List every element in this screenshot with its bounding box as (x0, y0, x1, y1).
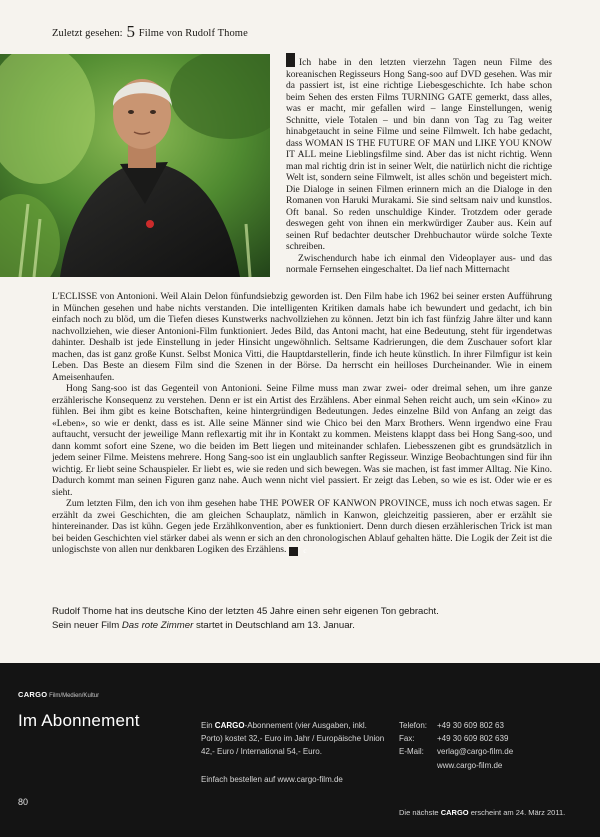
contact-fax: Fax: +49 30 609 802 639 (399, 734, 509, 744)
cargo-brand: CARGO (18, 690, 48, 699)
author-bio (52, 605, 552, 633)
end-mark-icon: c (289, 547, 298, 556)
body-paragraph-3-text: Zum letzten Film, den ich von ihm gesehen habe THE POWER OF KANWON PROVINCE, muss ich noch etwas sagen. Er erzählt da zwei Geschichten, die am gleichen Schauplatz, nämlich in Kanwon, gleichzeitig passieren, aber er erzählt sie hintereinander. Das ist kühn. Gegen jede Erzählkonvention, aber es funktioniert. Denn durch diesen erzählerischen Trick ist man bei beiden Geschichten viel stärker dabei als wenn er sich an den chronologischen Ablauf gehalten hätte. Die Logik der Zeit ist die unlogischste von allen nur denkbaren Logiken des Erzählens. (52, 498, 552, 555)
portrait-photo (0, 54, 270, 277)
subscription-footer (0, 663, 600, 837)
order-link[interactable]: Einfach bestellen auf www.cargo-film.de (201, 775, 343, 784)
contact-block (399, 719, 513, 772)
paragraph-start-marker (286, 53, 295, 67)
body-paragraph-3 (52, 498, 552, 556)
header-prefix: Zuletzt gesehen: (52, 28, 123, 39)
subscription-text: Ein CARGO-Abonnement (vier Ausgaben, inkl. Porto) kostet 32,- Euro im Jahr / Europäische Union 42,- Euro / International 54,- Euro. (201, 721, 385, 757)
film-title: Das rote Zimmer (121, 620, 194, 631)
bio-line-1: Rudolf Thome hat ins deutsche Kino der letzten 45 Jahre einen sehr eigenen Ton gebracht. (52, 606, 439, 617)
contact-phone: Telefon: +49 30 609 802 63 (399, 721, 504, 730)
cargo-brand-line (18, 690, 99, 699)
column-paragraph-1-text: Ich habe in den letzten vierzehn Tagen neun Filme des koreanischen Regisseurs Hong Sang-soo auf DVD gesehen. Was mir da passiert ist, ist eine richtige Liebesgeschichte. Ich habe schon beim Sehen des ersten Films TURNING GATE gemerkt, dass alles, was er macht, mir gefallen wird – lange Einstellungen, wenig Schnitte, viele Totalen – und bin dann von Tag zu Tag weiter hinabgetaucht in seine Filme und seine Filmwelt. Ich habe gedacht, dass WOMAN IS THE FUTURE OF MAN und LIKE YOU KNOW IT ALL meine Lieblingsfilme sind. Aber das ist nicht richtig. Wenn man mal richtig drin ist in seiner Welt, die natürlich nicht die richtige Welt ist, sondern seine Filmwelt, ist alles schön und begeistert mich. Die Dialoge in seinen Filmen erinnern mich an die Dialoge in den Romanen von Haruki Murakami. Sie sind seltsam naiv und kunstlos. Oft banal. So reden unschuldige Kinder. Trotzdem oder gerade deswegen geht von ihnen ein merkwürdiger Zauber aus. Kein auf seinen Ruf bedachter deutscher Drehbuchautor würde solche Texte schreiben. (286, 57, 552, 252)
subscription-title: Im Abonnement (18, 711, 140, 730)
contact-email[interactable]: E-Mail: verlag@cargo-film.de (399, 747, 514, 757)
page-number: 80 (18, 797, 29, 807)
next-issue-note: Die nächste CARGO erscheint am 24. März 2011. (399, 808, 566, 817)
article-body (52, 291, 552, 556)
article-column (286, 53, 552, 276)
body-paragraph-1: L'ECLISSE von Antonioni. Weil Alain Delon fünfundsiebzig geworden ist. Den Film habe ich 1962 bei seiner ersten Aufführung in München gesehen und habe nichts verstanden. Die intelligenten Kritiken damals habe ich bewundert und gedacht, ich bin einfach noch zu blöd, um die Tiefen dieses Kunstwerks nachvollziehen zu können. Jetzt bin ich fast fünfzig Jahre älter und kann nachvollziehen, wie dieser Antonioni-Film funktioniert. Jedes Bild, das Antoni macht, hat eine Bedeutung, steht für irgendetwas dahinter. Deshalb ist jede Einstellung in jeder Hinsicht ungewöhnlich. Seltsame Kadrierungen, die dem Zuschauer sofort klar machen, das ist ganz große Kunst. Selbst Monica Vitti, die Hauptdarstellerin, finde ich heute künstlich. In ihrer Filmfigur ist kein Leben. Das Beste an diesem Film sind die Szenen in der Börse. Da herrscht ein heilloses Durcheinander. Wie in einem Ameisenhaufen. (52, 291, 552, 383)
column-paragraph-2: Zwischendurch habe ich einmal den Videoplayer aus- und das normale Fernsehen eingeschaltet. Da lief nach Mitternacht (286, 252, 552, 275)
column-paragraph-1 (286, 53, 552, 253)
bio-line-2: Sein neuer Film Das rote Zimmer startet in Deutschland am 13. Januar. (52, 620, 355, 631)
body-paragraph-2: Hong Sang-soo ist das Gegenteil von Antonioni. Seine Filme muss man zwar zwei- oder dreimal sehen, um ihre ganze erzählerische Konsequenz zu verstehen. Denn er ist ein Artist des Erzählens. Aber einmal Sehen reicht auch, um sein «Kino» zu fühlen. Bei ihm gibt es keine Botschaften, keine hintergründigen Bedeutungen. Jedes einzelne Bild von Anfang an zeigt das «Leben», so wie er denkt, dass es ist. Alle seine Männer sind wie Chico bei den Marx Brothers. Wenn irgendwo eine Frau auftaucht, versucht der jeweilige Mann reflexartig mit ihr in Kontakt zu kommen. Meistens klappt dass bei Hong Sang-soo, und dann kommt sofort eine Szene, wo die beiden im Bett liegen und miteinander schlafen. Liebesszenen gibt es grundsätzlich in jedem seiner Filme. Meistens mehrere. Hong Sang-soo ist ein unglaublich sanfter Regisseur. Winzige Beobachtungen sind für ihn wichtig. Er liebt seine Schauspieler. Er liebt es, wie sie reden und sich bewegen. Was sie machen, ist fast immer Alltag. Nie Kino. Dadurch kommt man seinen Figuren ganz nahe. Auch wenn nicht viel passiert. Er zeigt das Leben, so wie es ist. Oder wie er es sieht. (52, 383, 552, 498)
header-suffix: Filme von Rudolf Thome (138, 28, 248, 39)
header-number: 5 (126, 22, 136, 41)
contact-website[interactable]: www.cargo-film.de (437, 760, 503, 770)
cargo-brand-sub: Film/Medien/Kultur (49, 693, 100, 699)
article-header (52, 22, 248, 42)
